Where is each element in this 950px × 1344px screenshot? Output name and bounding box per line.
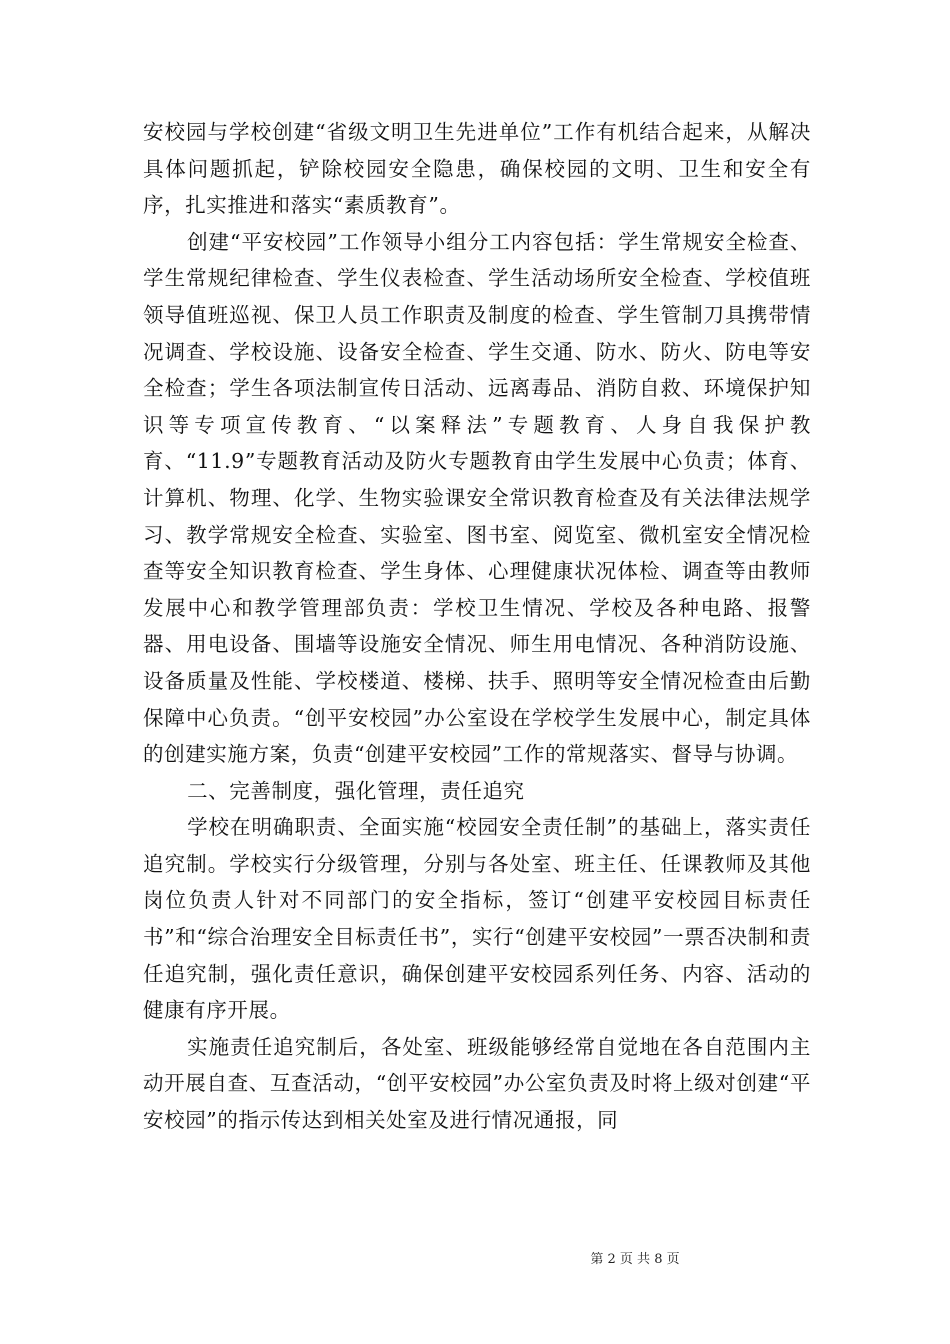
page-footer xyxy=(0,1248,950,1267)
paragraph-accountability: 实施责任追究制后，各处室、班级能够经常自觉地在各自范围内主动开展自查、互查活动，“创平安校园”办公室负责及时将上级对创建“平安校园”的指示传达到相关处室及进行情况通报，同 xyxy=(143,1034,811,1133)
document-body xyxy=(143,114,811,1139)
paragraph-leadership-duties: 创建“平安校园”工作领导小组分工内容包括：学生常规安全检查、学生常规纪律检查、学生仪表检查、学生活动场所安全检查、学校值班领导值班巡视、保卫人员工作职责及制度的检查、学生管制刀具携带情况调查、学校设施、设备安全检查、学生交通、防水、防火、防电等安全检查；学生各项法制宣传日活动、远离毒品、消防自救、环境保护知识等专项宣传教育、“以案释法”专题教育、人身自我保护教育、“11.9”专题教育活动及防火专题教育由学生发展中心负责；体育、计算机、物理、化学、生物实验课安全常识教育检查及有关法律法规学习、教学常规安全检查、实验室、图书室、阅览室、微机室安全情况检查等安全知识教育检查、学生身体、心理健康状况体检、调查等由教师发展中心和教学管理部负责：学校卫生情况、学校及各种电路、报警器、用电设备、围墙等设施安全情况、师生用电情况、各种消防设施、设备质量及性能、学校楼道、楼梯、扶手、照明等安全情况检查由后勤保障中心负责。“创平安校园”办公室设在学校学生发展中心，制定具体的创建实施方案，负责“创建平安校园”工作的常规落实、督导与协调。 xyxy=(143,229,811,767)
section-heading: 二、完善制度，强化管理，责任追究 xyxy=(187,778,525,803)
page-number: 第 2 页 共 8 页 xyxy=(590,1252,680,1267)
paragraph-continuation: 安校园与学校创建“省级文明卫生先进单位”工作有机结合起来，从解决具体问题抓起，铲除校园安全隐患，确保校园的文明、卫生和安全有序，扎实推进和落实“素质教育”。 xyxy=(143,120,811,218)
paragraph-responsibility-system: 学校在明确职责、全面实施“校园安全责任制”的基础上，落实责任追究制。学校实行分级管理，分别与各处室、班主任、任课教师及其他岗位负责人针对不同部门的安全指标，签订“创建平安校园目标责任书”和“综合治理安全目标责任书”，实行“创建平安校园”一票否决制和责任追究制，强化责任意识，确保创建平安校园系列任务、内容、活动的健康有序开展。 xyxy=(143,815,811,1023)
